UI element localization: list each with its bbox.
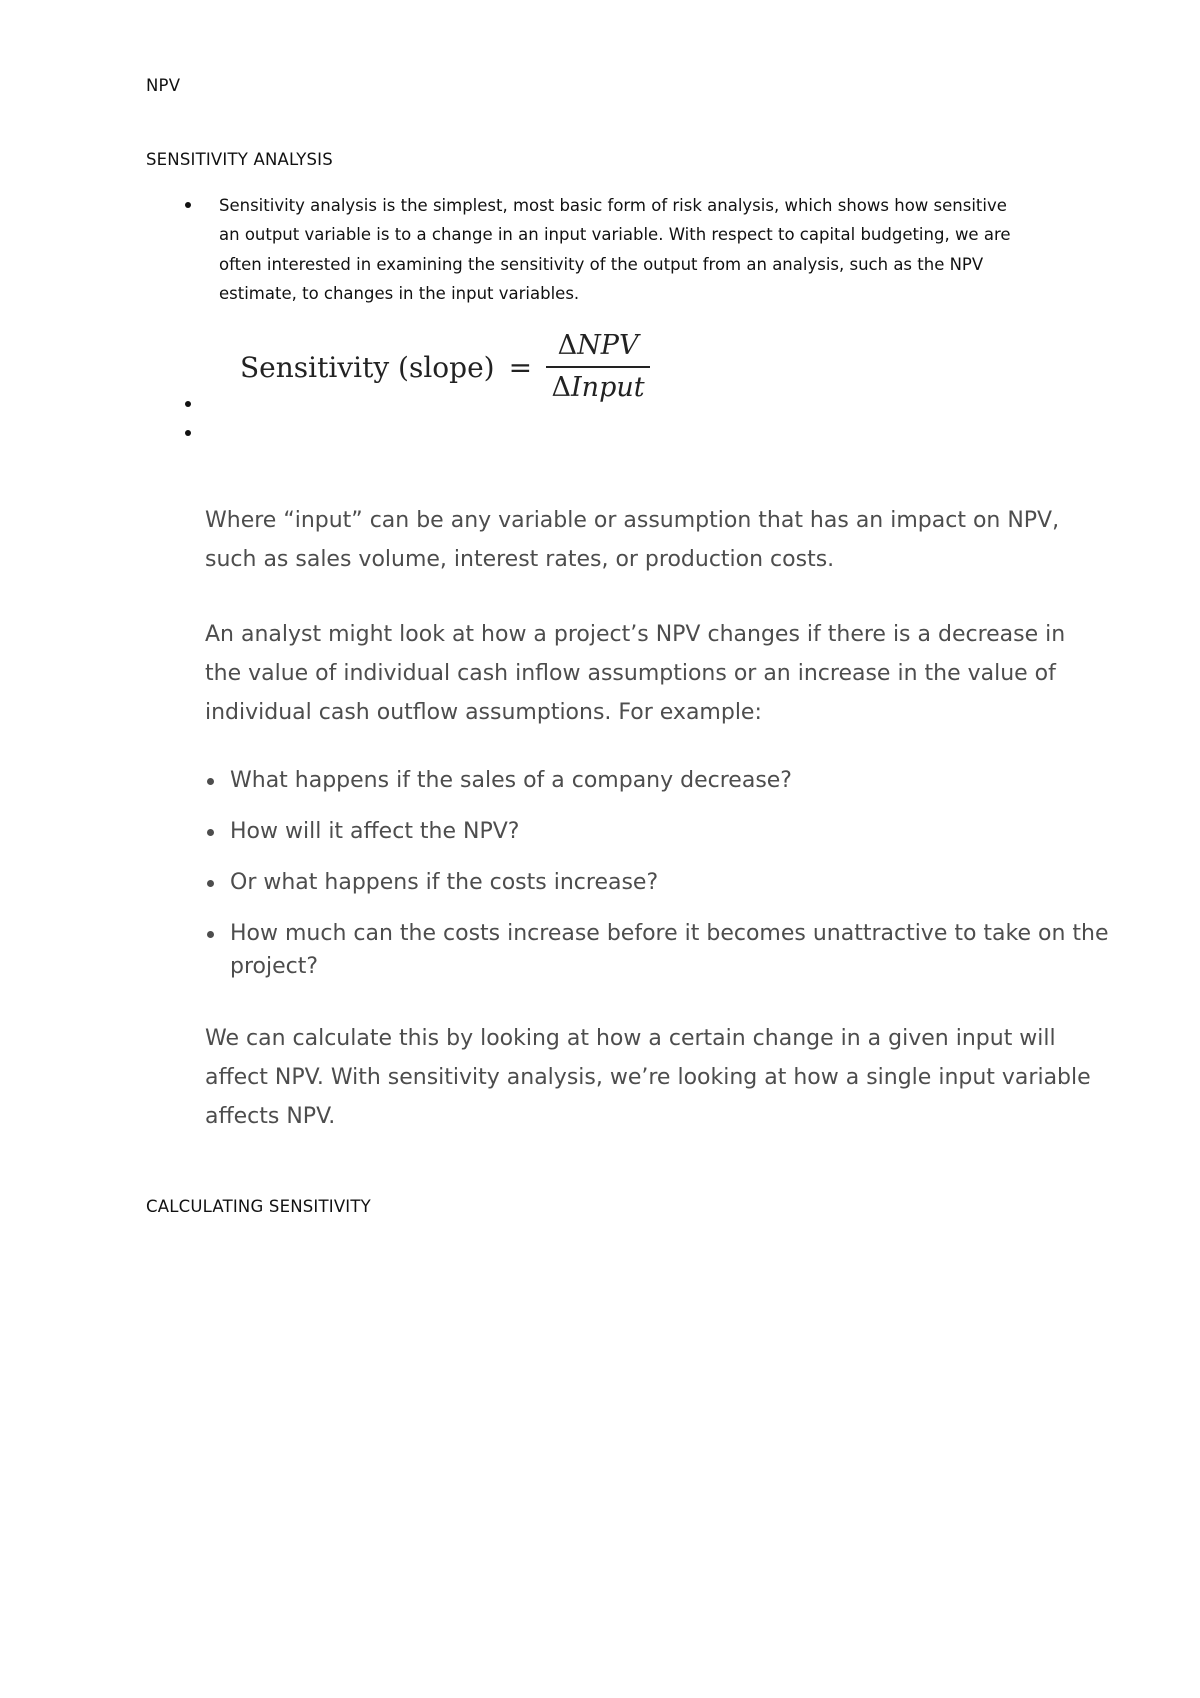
formula-denominator [548,370,649,406]
bullet-dot [207,880,214,887]
list-item-text: What happens if the sales of a company decrease? [230,768,792,793]
delta-symbol: Δ [551,372,572,403]
formula-lhs: Sensitivity (slope) [240,350,495,384]
bullet-dot [207,829,214,836]
section-heading-sensitivity-analysis: SENSITIVITY ANALYSIS [146,150,333,169]
bullet-dot [185,401,191,407]
list-item [205,917,1120,983]
paragraph-analyst-example: An analyst might look at how a project’s NPV changes if there is a decrease in the value of individual cash inflow assumptions or an increase in the value of individual cash outflow assumptions. For example: [205,622,1066,725]
list-item [205,866,1120,899]
fraction-bar [546,366,650,368]
paragraph-input-definition: Where “input” can be any variable or assumption that has an impact on NPV, such as sales volume, interest rates, or production costs. [205,508,1060,572]
formula-fraction [546,328,650,406]
list-item [205,764,1120,797]
list-item-text: How much can the costs increase before it becomes unattractive to take on the project? [230,921,1109,979]
denominator-text: Input [571,372,645,403]
formula-numerator [554,328,643,364]
delta-symbol: Δ [557,330,578,361]
list-item [205,815,1120,848]
list-item-text: How will it affect the NPV? [230,819,520,844]
sensitivity-formula [240,328,650,406]
document-title: NPV [146,76,181,95]
numerator-text: NPV [577,330,639,361]
bullet-text-definition: Sensitivity analysis is the simplest, most basic form of risk analysis, which shows how sensitive an output variable is to a change in an input variable. With respect to capital budgeting, we are often interested in examining the sensitivity of the output from an analysis, such as the NPV estimate, to changes in the input variables. [219,196,1011,303]
formula-equals: = [508,350,533,384]
section-heading-calculating-sensitivity: CALCULATING SENSITIVITY [146,1197,371,1216]
bullet-dot [207,931,214,938]
list-item-text: Or what happens if the costs increase? [230,870,659,895]
paragraph-calculation: We can calculate this by looking at how a certain change in a given input will affect NPV. With sensitivity analysis, we’re looking at how a single input variable affects NPV. [205,1026,1091,1129]
bullet-dot [185,202,191,208]
bullet-dot [207,778,214,785]
bullet-dot [185,430,191,436]
